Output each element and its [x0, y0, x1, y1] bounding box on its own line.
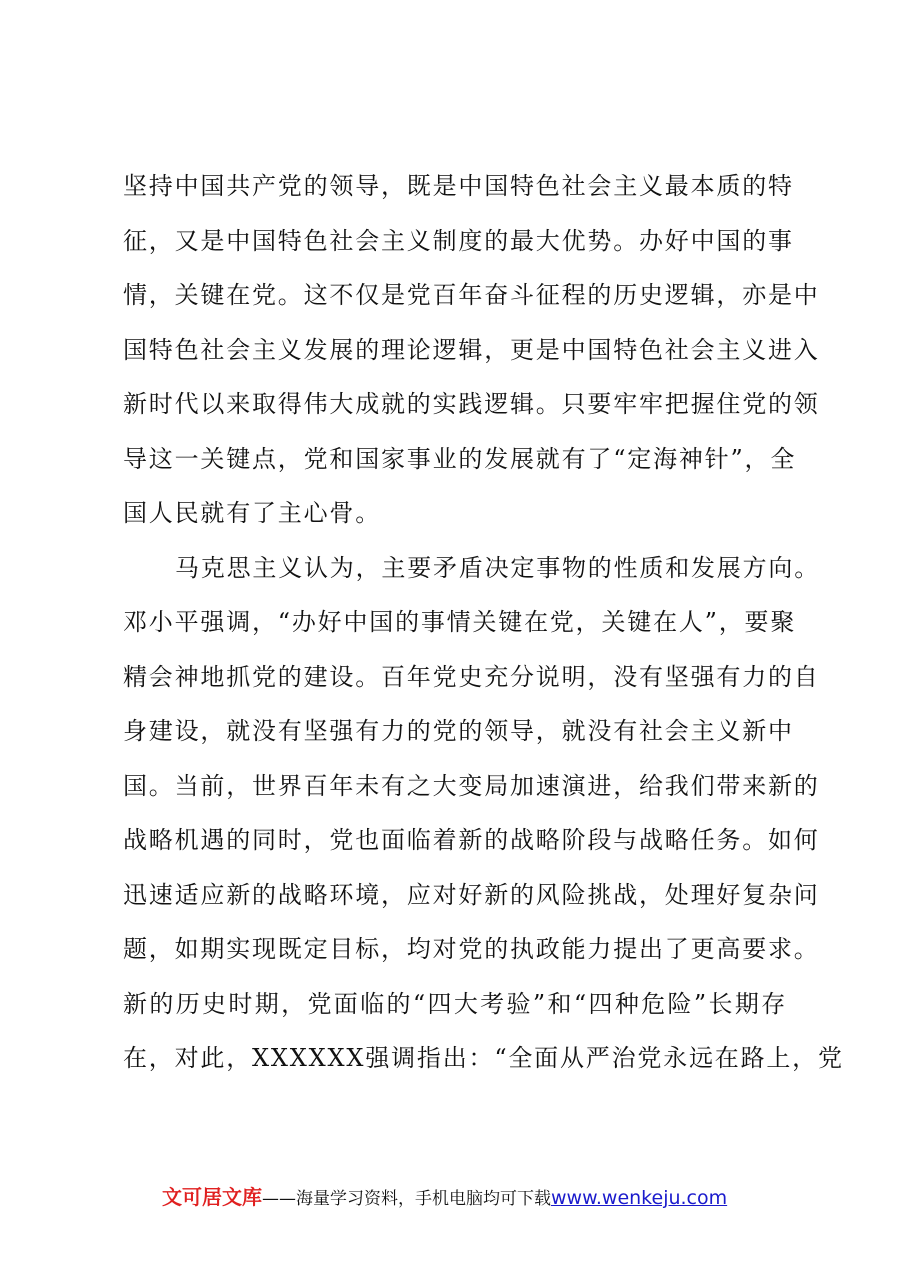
footer-tagline: ——海量学习资料，手机电脑均可下载: [262, 1189, 551, 1209]
footer-brand: 文可居文库: [162, 1185, 262, 1209]
text-line: 身建设，就没有坚强有力的党的领导，就没有社会主义新中: [123, 717, 794, 745]
text-line: 战略机遇的同时，党也面临着新的战略阶段与战略任务。如何: [123, 826, 820, 854]
text-line: 国特色社会主义发展的理论逻辑，更是中国特色社会主义进入: [123, 335, 820, 364]
footer-website-link[interactable]: www.wenkeju.com: [551, 1187, 728, 1209]
text-line: 邓小平强调，“办好中国的事情关键在党，关键在人”，要聚: [123, 608, 797, 636]
text-line: 新的历史时期，党面临的“四大考验”和“四种危险”长期存: [123, 989, 787, 1018]
text-line: 马克思主义认为，主要矛盾决定事物的性质和发展方向。: [175, 553, 820, 582]
text-line: 在，对此，XXXXXX强调指出：“全面从严治党永远在路上，党: [123, 1044, 844, 1072]
document-body: [123, 166, 844, 1093]
text-line: 题，如期实现既定目标，均对党的执政能力提出了更高要求。: [123, 935, 820, 963]
text-line: 国。当前，世界百年未有之大变局加速演进，给我们带来新的: [123, 771, 820, 800]
text-line: 情，关键在党。这不仅是党百年奋斗征程的历史逻辑，亦是中: [123, 281, 820, 309]
text-line: 征，又是中国特色社会主义制度的最大优势。办好中国的事: [123, 226, 794, 255]
text-line: 精会神地抓党的建设。百年党史充分说明，没有坚强有力的自: [123, 662, 820, 691]
text-line: 坚持中国共产党的领导，既是中国特色社会主义最本质的特: [123, 172, 794, 200]
text-line: 迅速适应新的战略环境，应对好新的风险挑战，处理好复杂问: [123, 880, 820, 909]
text-line: 国人民就有了主心骨。: [123, 499, 381, 527]
page-footer: [162, 1181, 727, 1213]
text-line: 导这一关键点，党和国家事业的发展就有了“定海神针”，全: [123, 444, 797, 473]
text-line: 新时代以来取得伟大成就的实践逻辑。只要牢牢把握住党的领: [123, 390, 820, 418]
